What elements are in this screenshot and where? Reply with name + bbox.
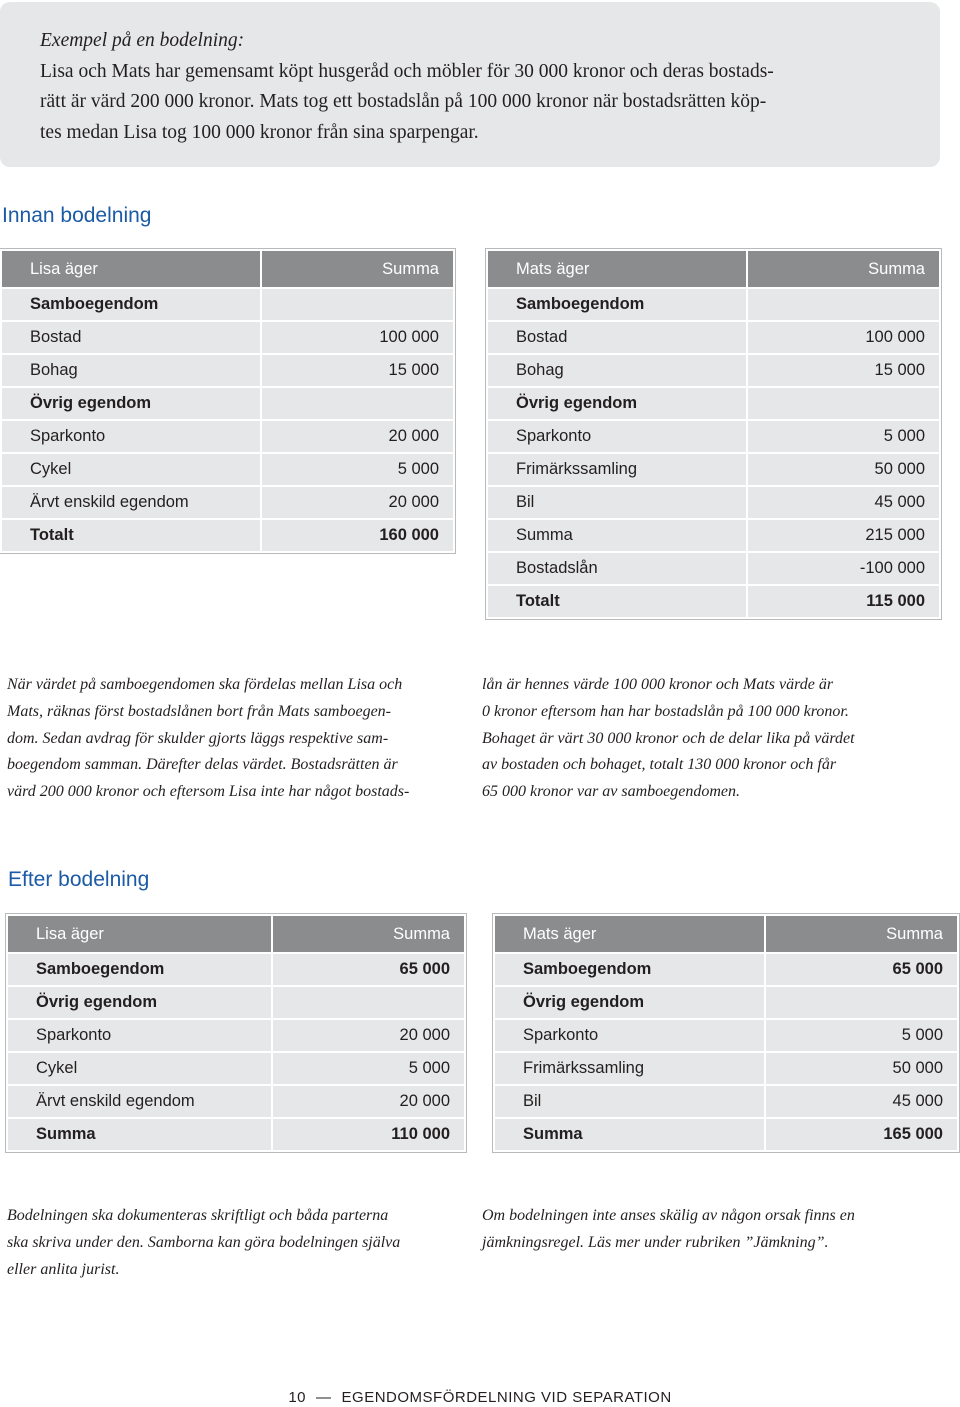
row-label: Bostad <box>487 321 747 354</box>
row-value: 50 000 <box>747 453 940 486</box>
row-value: 5 000 <box>261 453 454 486</box>
row-label: Samboegendom <box>494 953 765 986</box>
column-header-item: Lisa äger <box>7 915 272 953</box>
table-row <box>1 288 454 321</box>
row-value: -100 000 <box>747 552 940 585</box>
row-value: 5 000 <box>747 420 940 453</box>
row-value: 45 000 <box>747 486 940 519</box>
heading-before: Innan bodelning <box>2 204 152 227</box>
text-line: 0 kronor eftersom han har bostadslån på 100 000 kronor. <box>482 702 849 720</box>
row-label: Övrig egendom <box>1 387 261 420</box>
column-header-item: Mats äger <box>494 915 765 953</box>
text-line: Mats, räknas först bostadslånen bort från Mats samboegen- <box>7 702 391 720</box>
row-label: Bil <box>487 486 747 519</box>
footer-separator: — <box>316 1389 332 1406</box>
row-label: Samboegendom <box>487 288 747 321</box>
table-row <box>1 354 454 387</box>
bottom-text-right <box>482 1203 952 1257</box>
text-line: jämkningsregel. Läs mer under rubriken ”Jämkning”. <box>482 1233 829 1251</box>
row-label: Samboegendom <box>7 953 272 986</box>
table-row <box>487 420 940 453</box>
row-label: Bohag <box>487 354 747 387</box>
row-value: 5 000 <box>765 1019 958 1052</box>
row-label: Bostad <box>1 321 261 354</box>
row-value: 15 000 <box>261 354 454 387</box>
table-header-row <box>1 250 454 288</box>
column-header-sum: Summa <box>747 250 940 288</box>
text-line: av bostaden och bohaget, totalt 130 000 kronor och får <box>482 756 837 774</box>
text-line: När värdet på samboegendomen ska fördelas mellan Lisa och <box>7 676 403 693</box>
row-label: Sparkonto <box>487 420 747 453</box>
example-line: tes medan Lisa tog 100 000 kronor från sina sparpengar. <box>40 121 479 143</box>
table-row <box>494 1052 958 1085</box>
table-row <box>487 585 940 618</box>
table-row <box>494 953 958 986</box>
text-line: Bodelningen ska dokumenteras skriftligt och båda parterna <box>7 1207 389 1224</box>
row-label: Summa <box>7 1118 272 1151</box>
text-line: lån är hennes värde 100 000 kronor och Mats värde är <box>482 676 834 693</box>
table-row <box>7 1118 465 1151</box>
text-line: dom. Sedan avdrag för skulder gjorts läggs respektive sam- <box>7 729 389 747</box>
row-label: Summa <box>494 1118 765 1151</box>
row-label: Totalt <box>487 585 747 618</box>
row-value: 5 000 <box>272 1052 465 1085</box>
table-before-lisa <box>0 249 455 553</box>
bottom-text-left <box>7 1203 467 1283</box>
page-footer <box>0 1389 960 1406</box>
row-value: 110 000 <box>272 1118 465 1151</box>
row-label: Övrig egendom <box>7 986 272 1019</box>
table-before-mats <box>486 249 941 619</box>
table-row <box>494 986 958 1019</box>
text-line: ska skriva under den. Samborna kan göra bodelningen själva <box>7 1233 401 1251</box>
row-value <box>272 986 465 1019</box>
row-label: Ärvt enskild egendom <box>7 1085 272 1118</box>
text-line: 65 000 kronor var av samboegendomen. <box>482 783 741 801</box>
row-value: 65 000 <box>272 953 465 986</box>
table-row <box>494 1085 958 1118</box>
row-value: 15 000 <box>747 354 940 387</box>
table-row <box>487 354 940 387</box>
row-value: 215 000 <box>747 519 940 552</box>
row-value <box>747 387 940 420</box>
table-row <box>7 986 465 1019</box>
row-label: Samboegendom <box>1 288 261 321</box>
table-row <box>494 1019 958 1052</box>
row-value: 165 000 <box>765 1118 958 1151</box>
table-header-row <box>487 250 940 288</box>
column-header-sum: Summa <box>765 915 958 953</box>
table-row <box>487 486 940 519</box>
row-value: 160 000 <box>261 519 454 552</box>
row-label: Cykel <box>7 1052 272 1085</box>
table-row <box>487 387 940 420</box>
table-after-lisa <box>6 914 466 1152</box>
row-value <box>261 288 454 321</box>
table-header-row <box>494 915 958 953</box>
row-value <box>765 986 958 1019</box>
table-row <box>1 453 454 486</box>
row-label: Totalt <box>1 519 261 552</box>
example-box <box>0 2 940 167</box>
row-value: 115 000 <box>747 585 940 618</box>
row-label: Bil <box>494 1085 765 1118</box>
row-value: 20 000 <box>261 486 454 519</box>
text-line: boegendom samman. Därefter delas värdet. Bostadsrätten är <box>7 756 398 774</box>
row-label: Bohag <box>1 354 261 387</box>
row-value: 65 000 <box>765 953 958 986</box>
column-header-item: Lisa äger <box>1 250 261 288</box>
table-row <box>1 486 454 519</box>
page-number: 10 <box>288 1389 307 1406</box>
text-line: Om bodelningen inte anses skälig av någon orsak finns en <box>482 1207 855 1224</box>
row-value: 20 000 <box>272 1085 465 1118</box>
row-label: Bostadslån <box>487 552 747 585</box>
text-line: eller anlita jurist. <box>7 1260 120 1278</box>
middle-text-right <box>482 672 952 806</box>
table-row <box>1 519 454 552</box>
table-row <box>1 387 454 420</box>
table-row <box>494 1118 958 1151</box>
text-line: Bohaget är värt 30 000 kronor och de delar lika på värdet <box>482 729 855 747</box>
row-label: Summa <box>487 519 747 552</box>
row-value: 20 000 <box>272 1019 465 1052</box>
table-row <box>487 288 940 321</box>
row-value <box>747 288 940 321</box>
table-row <box>7 1052 465 1085</box>
column-header-item: Mats äger <box>487 250 747 288</box>
row-label: Cykel <box>1 453 261 486</box>
table-row <box>487 519 940 552</box>
table-row <box>487 453 940 486</box>
example-title: Exempel på en bodelning: <box>40 30 245 51</box>
column-header-sum: Summa <box>261 250 454 288</box>
row-label: Ärvt enskild egendom <box>1 486 261 519</box>
row-label: Övrig egendom <box>494 986 765 1019</box>
middle-text-left <box>7 672 467 806</box>
table-row <box>1 420 454 453</box>
table-row <box>7 953 465 986</box>
row-value: 20 000 <box>261 420 454 453</box>
row-label: Sparkonto <box>7 1019 272 1052</box>
table-row <box>1 321 454 354</box>
row-label: Frimärkssamling <box>494 1052 765 1085</box>
heading-after: Efter bodelning <box>8 868 150 891</box>
row-label: Frimärkssamling <box>487 453 747 486</box>
row-label: Sparkonto <box>494 1019 765 1052</box>
example-line: rätt är värd 200 000 kronor. Mats tog ett bostadslån på 100 000 kronor när bostadsrätten köp- <box>40 91 767 112</box>
row-value <box>261 387 454 420</box>
row-value: 100 000 <box>261 321 454 354</box>
example-line: Lisa och Mats har gemensamt köpt husgeråd och möbler för 30 000 kronor och deras bostads- <box>40 60 774 82</box>
section-title: EGENDOMSFÖRDELNING VID SEPARATION <box>341 1389 672 1406</box>
column-header-sum: Summa <box>272 915 465 953</box>
table-after-mats <box>493 914 959 1152</box>
table-header-row <box>7 915 465 953</box>
row-label: Sparkonto <box>1 420 261 453</box>
row-value: 100 000 <box>747 321 940 354</box>
row-label: Övrig egendom <box>487 387 747 420</box>
text-line: värd 200 000 kronor och eftersom Lisa inte har något bostads- <box>7 783 410 801</box>
table-row <box>487 552 940 585</box>
table-row <box>487 321 940 354</box>
table-row <box>7 1019 465 1052</box>
table-row <box>7 1085 465 1118</box>
row-value: 50 000 <box>765 1052 958 1085</box>
row-value: 45 000 <box>765 1085 958 1118</box>
